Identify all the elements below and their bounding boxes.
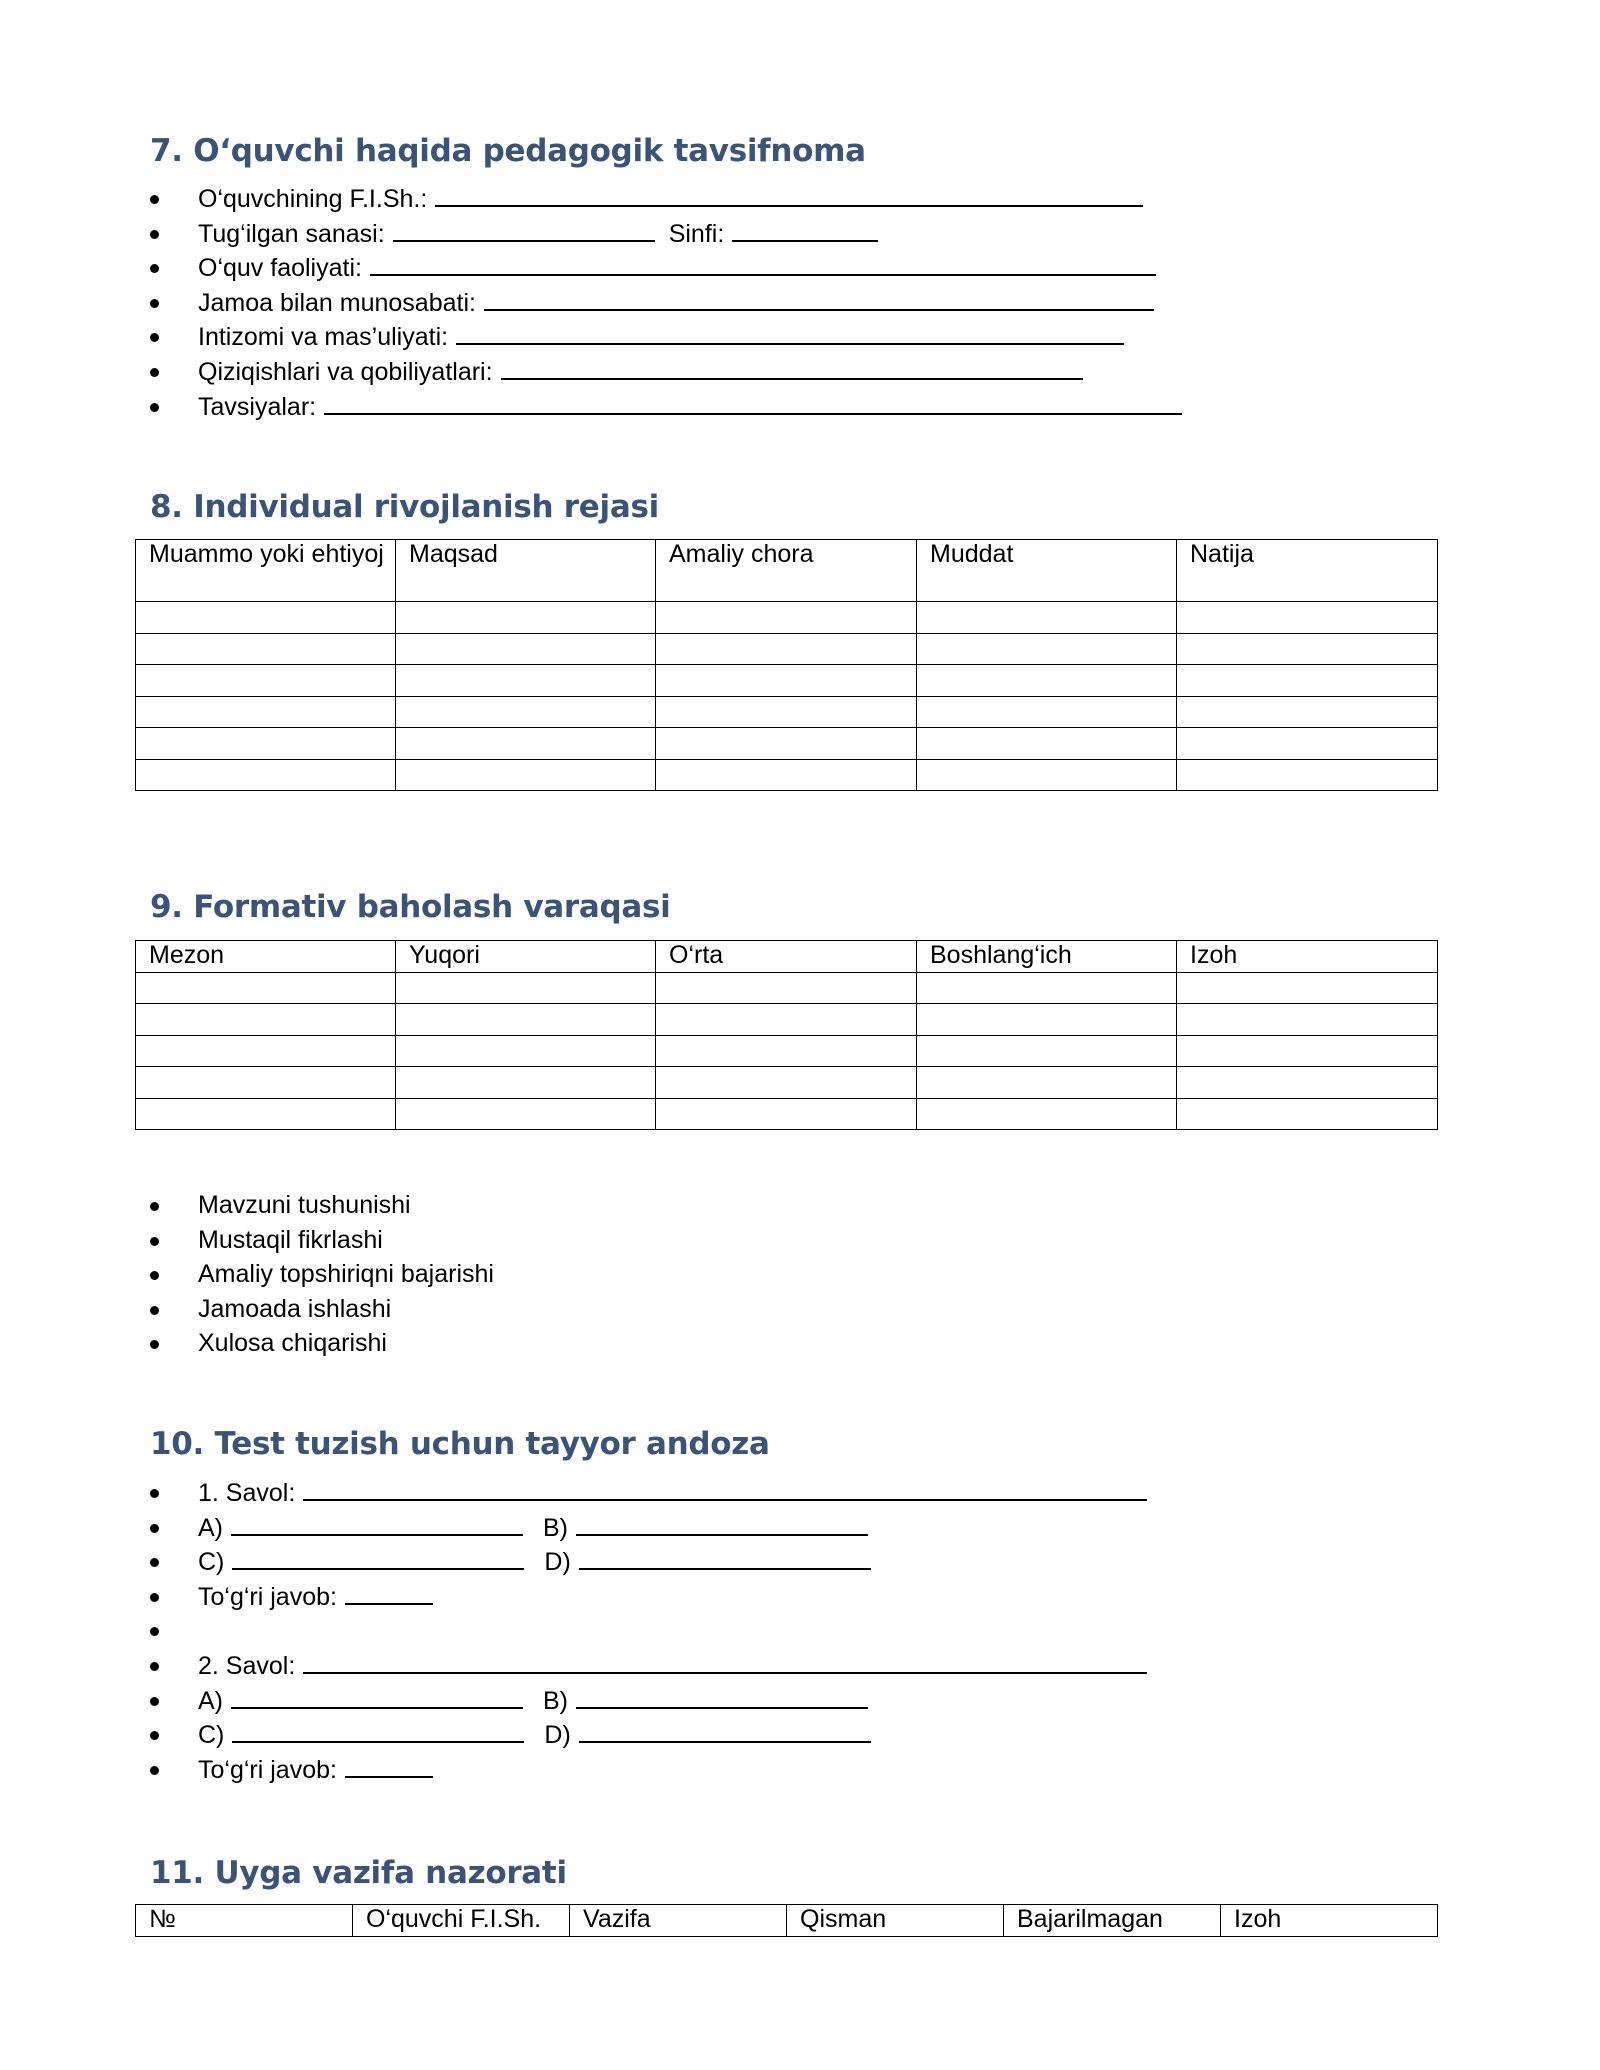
- fio-blank[interactable]: [435, 181, 1143, 207]
- table-cell[interactable]: [917, 665, 1177, 697]
- table-cell[interactable]: [917, 1035, 1177, 1067]
- table-cell[interactable]: [656, 665, 917, 697]
- option-a-label: A): [198, 1513, 223, 1542]
- table-cell[interactable]: [1177, 602, 1438, 634]
- option-b-blank[interactable]: [576, 1510, 868, 1536]
- table-cell[interactable]: [656, 759, 917, 791]
- interests-blank[interactable]: [501, 354, 1083, 380]
- option-b-label: B): [543, 1686, 568, 1715]
- table-header-row: [136, 1905, 1438, 1937]
- table-cell[interactable]: [656, 1004, 917, 1036]
- option-b-label: B): [543, 1513, 568, 1542]
- header-cell: Bajarilmagan: [1004, 1905, 1221, 1937]
- list-item: [150, 1648, 1147, 1683]
- header-cell: Maqsad: [396, 540, 656, 602]
- table-cell[interactable]: [136, 759, 396, 791]
- list-item: [150, 216, 1182, 251]
- table-cell[interactable]: [396, 759, 656, 791]
- header-cell: Amaliy chora: [656, 540, 917, 602]
- table-cell[interactable]: [656, 1035, 917, 1067]
- table-row: [136, 602, 1438, 634]
- list-item: Jamoada ishlashi: [150, 1292, 494, 1327]
- table-cell[interactable]: [656, 1098, 917, 1130]
- list-item: [150, 1579, 1147, 1614]
- table-cell[interactable]: [917, 633, 1177, 665]
- advice-label: Tavsiyalar:: [198, 392, 317, 421]
- list-item: Amaliy topshiriqni bajarishi: [150, 1257, 494, 1292]
- table-cell[interactable]: [136, 665, 396, 697]
- table-cell[interactable]: [1177, 1067, 1438, 1099]
- list-item: [150, 1510, 1147, 1545]
- table-cell[interactable]: [396, 728, 656, 760]
- header-cell: O‘rta: [656, 941, 917, 973]
- table-cell[interactable]: [136, 1098, 396, 1130]
- table-cell[interactable]: [917, 728, 1177, 760]
- table-cell[interactable]: [396, 665, 656, 697]
- list-item: [150, 1752, 1147, 1787]
- question-2-label: 2. Savol:: [198, 1651, 296, 1680]
- table-cell[interactable]: [656, 602, 917, 634]
- list-item: [150, 1683, 1147, 1718]
- table-cell[interactable]: [136, 696, 396, 728]
- list-item: [150, 1613, 1147, 1648]
- correct-answer-blank[interactable]: [345, 1752, 433, 1778]
- table-cell[interactable]: [656, 1067, 917, 1099]
- table-cell[interactable]: [917, 1098, 1177, 1130]
- table-cell[interactable]: [1177, 1004, 1438, 1036]
- table-row: [136, 972, 1438, 1004]
- study-label: O‘quv faoliyati:: [198, 254, 362, 283]
- characteristics-list: [150, 181, 1182, 423]
- interests-label: Qiziqishlari va qobiliyatlari:: [198, 357, 493, 386]
- table-cell[interactable]: [396, 1035, 656, 1067]
- table-cell[interactable]: [1177, 728, 1438, 760]
- table-cell[interactable]: [396, 972, 656, 1004]
- table-cell[interactable]: [396, 696, 656, 728]
- header-cell: Mezon: [136, 941, 396, 973]
- table-cell[interactable]: [917, 1004, 1177, 1036]
- question-1-blank[interactable]: [303, 1475, 1147, 1501]
- option-a-blank[interactable]: [231, 1510, 523, 1536]
- option-a-label: A): [198, 1686, 223, 1715]
- table-cell[interactable]: [917, 696, 1177, 728]
- table-row: [136, 1035, 1438, 1067]
- table-cell[interactable]: [1177, 633, 1438, 665]
- question-2-blank[interactable]: [303, 1648, 1147, 1674]
- table-cell[interactable]: [396, 1004, 656, 1036]
- header-cell: Muddat: [917, 540, 1177, 602]
- development-plan-table: [135, 539, 1438, 791]
- discipline-label: Intizomi va mas’uliyati:: [198, 323, 449, 352]
- header-cell: Izoh: [1221, 1905, 1438, 1937]
- option-c-label: C): [198, 1548, 225, 1577]
- list-item: [150, 250, 1182, 285]
- list-item: [150, 181, 1182, 216]
- table-cell[interactable]: [136, 728, 396, 760]
- table-row: [136, 633, 1438, 665]
- table-cell[interactable]: [917, 602, 1177, 634]
- option-c-blank[interactable]: [232, 1544, 524, 1570]
- option-c-label: C): [198, 1721, 225, 1750]
- table-cell[interactable]: [396, 1098, 656, 1130]
- table-cell[interactable]: [1177, 1098, 1438, 1130]
- table-row: [136, 696, 1438, 728]
- option-d-label: D): [544, 1721, 571, 1750]
- table-cell[interactable]: [1177, 665, 1438, 697]
- table-row: [136, 1067, 1438, 1099]
- list-item: [150, 389, 1182, 424]
- header-cell: Natija: [1177, 540, 1438, 602]
- table-cell[interactable]: [396, 633, 656, 665]
- table-cell[interactable]: [1177, 696, 1438, 728]
- homework-control-table: [135, 1904, 1438, 1937]
- table-cell[interactable]: [1177, 972, 1438, 1004]
- option-b-blank[interactable]: [576, 1683, 868, 1709]
- header-cell: O‘quvchi F.I.Sh.: [353, 1905, 570, 1937]
- class-label: Sinfi:: [668, 219, 725, 248]
- test-template-list: [150, 1475, 1147, 1786]
- study-blank[interactable]: [370, 250, 1156, 276]
- table-cell[interactable]: [656, 972, 917, 1004]
- section-9-title: 9. Formativ baholash varaqasi: [150, 889, 671, 925]
- section-7-title: 7. O‘quvchi haqida pedagogik tavsifnoma: [150, 133, 866, 169]
- header-cell: Boshlang‘ich: [917, 941, 1177, 973]
- table-header-row: [136, 540, 1438, 602]
- header-cell: №: [136, 1905, 353, 1937]
- correct-answer-label: To‘g‘ri javob:: [198, 1755, 337, 1784]
- table-cell[interactable]: [396, 602, 656, 634]
- team-label: Jamoa bilan munosabati:: [198, 288, 476, 317]
- table-cell[interactable]: [917, 972, 1177, 1004]
- fio-label: O‘quvchining F.I.Sh.:: [198, 185, 428, 213]
- list-item: [150, 319, 1182, 354]
- option-d-blank[interactable]: [579, 1544, 871, 1570]
- section-10-title: 10. Test tuzish uchun tayyor andoza: [150, 1426, 770, 1462]
- table-cell[interactable]: [136, 972, 396, 1004]
- advice-blank[interactable]: [324, 389, 1182, 415]
- list-item: Mavzuni tushunishi: [150, 1188, 494, 1223]
- table-cell[interactable]: [396, 1067, 656, 1099]
- discipline-blank[interactable]: [456, 319, 1124, 345]
- table-row: [136, 759, 1438, 791]
- option-d-blank[interactable]: [579, 1717, 871, 1743]
- question-1-label: 1. Savol:: [198, 1479, 296, 1507]
- table-cell[interactable]: [656, 633, 917, 665]
- list-item: [150, 354, 1182, 389]
- section-8-title: 8. Individual rivojlanish rejasi: [150, 489, 659, 525]
- table-cell[interactable]: [136, 1067, 396, 1099]
- class-blank[interactable]: [732, 216, 878, 242]
- list-item: [150, 1717, 1147, 1752]
- table-cell[interactable]: [656, 728, 917, 760]
- correct-answer-label: To‘g‘ri javob:: [198, 1582, 337, 1611]
- table-cell[interactable]: [656, 696, 917, 728]
- option-d-label: D): [544, 1548, 571, 1577]
- table-row: [136, 665, 1438, 697]
- list-item: [150, 1475, 1147, 1510]
- table-row: [136, 728, 1438, 760]
- table-cell[interactable]: [136, 1004, 396, 1036]
- list-item: [150, 285, 1182, 320]
- option-c-blank[interactable]: [232, 1717, 524, 1743]
- header-cell: Izoh: [1177, 941, 1438, 973]
- correct-answer-blank[interactable]: [345, 1579, 433, 1605]
- list-item: Xulosa chiqarishi: [150, 1326, 494, 1361]
- list-item: [150, 1544, 1147, 1579]
- table-row: [136, 1004, 1438, 1036]
- list-item: Mustaqil fikrlashi: [150, 1223, 494, 1258]
- table-cell[interactable]: [917, 759, 1177, 791]
- option-a-blank[interactable]: [231, 1683, 523, 1709]
- table-cell[interactable]: [136, 1035, 396, 1067]
- table-cell[interactable]: [136, 602, 396, 634]
- header-cell: Muammo yoki ehtiyoj: [136, 540, 396, 602]
- birth-blank[interactable]: [393, 216, 655, 242]
- table-header-row: [136, 941, 1438, 973]
- birth-label: Tug‘ilgan sanasi:: [198, 219, 385, 248]
- header-cell: Vazifa: [570, 1905, 787, 1937]
- criteria-list: [150, 1188, 494, 1361]
- table-cell[interactable]: [917, 1067, 1177, 1099]
- table-cell[interactable]: [1177, 1035, 1438, 1067]
- header-cell: Qisman: [787, 1905, 1004, 1937]
- table-cell[interactable]: [136, 633, 396, 665]
- table-cell[interactable]: [1177, 759, 1438, 791]
- team-blank[interactable]: [484, 285, 1154, 311]
- formative-assessment-table: [135, 940, 1438, 1130]
- header-cell: Yuqori: [396, 941, 656, 973]
- section-11-title: 11. Uyga vazifa nazorati: [150, 1855, 567, 1891]
- table-row: [136, 1098, 1438, 1130]
